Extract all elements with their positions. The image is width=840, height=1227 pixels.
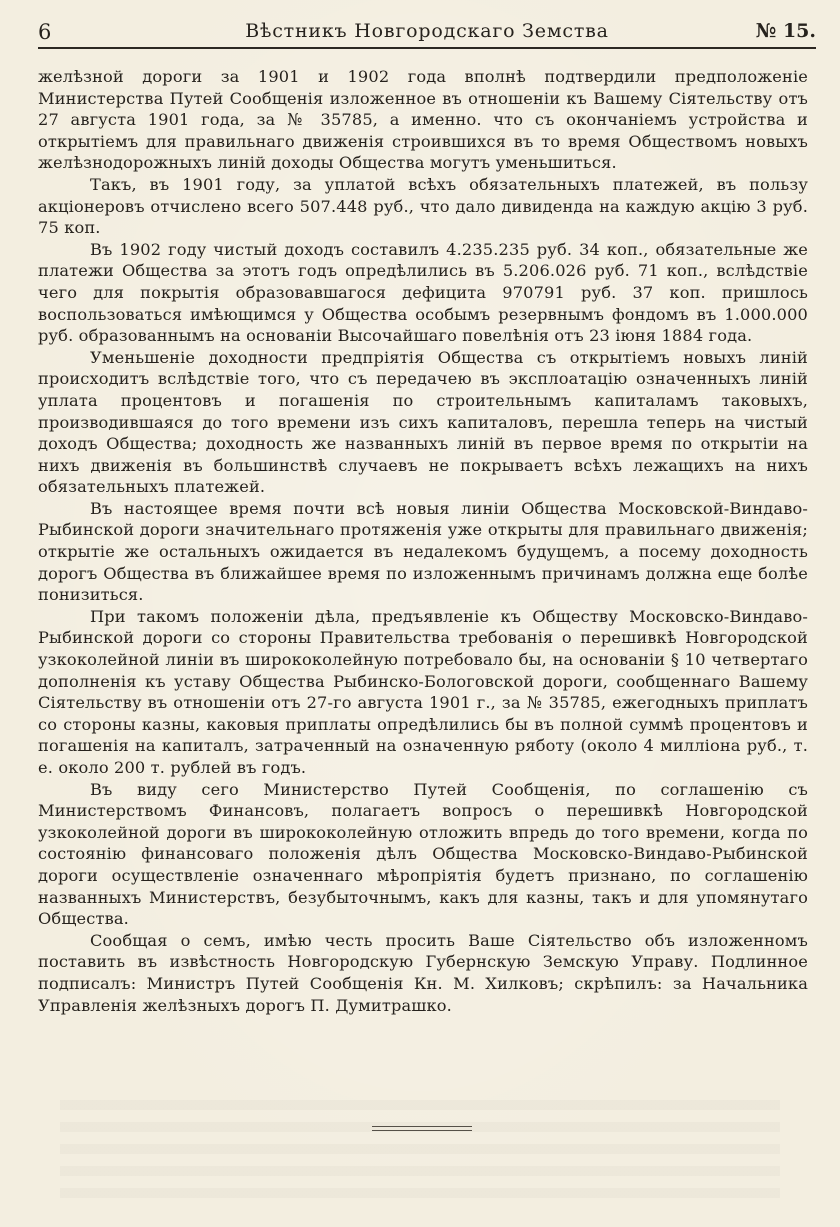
page-header xyxy=(38,18,816,48)
show-through-texture xyxy=(60,1100,780,1210)
paragraph-4: Уменьшеніе доходности предпріятія Общества съ открытіемъ новыхъ линій происходитъ вслѣдствіе того, что съ передачею въ эксплоатацію означенныхъ линій уплата процентовъ и погашенія по строительнымъ капиталамъ таковыхъ, производившаяся до того времени изъ сихъ капиталовъ, перешла теперь на чистый доходъ Общества; доходность же названныхъ линій въ первое время по открытіи на нихъ движенія въ большинствѣ случаевъ не покрываетъ всѣхъ лежащихъ на нихъ обязательныхъ платежей. xyxy=(38,347,808,497)
paragraph-1: желѣзной дороги за 1901 и 1902 года вполнѣ подтвердили предположеніе Министерства Путей Сообщенія изложенное въ отношеніи къ Вашему Сіятельству отъ 27 августа 1901 года, за № 35785, а именно. что съ окончаніемъ устройства и открытіемъ для правильнаго движенія строившихся въ то время Обществомъ новыхъ желѣзнодорожныхъ линій доходы Общества могутъ уменьшиться. xyxy=(38,67,808,173)
article-body xyxy=(38,66,808,1016)
paragraph-5: Въ настоящее время почти всѣ новыя линіи Общества Московской-Виндаво-Рыбинской дороги значительнаго протяженія уже открыты для правильнаго движенія; открытіе же остальныхъ ожидается въ недалекомъ будущемъ, а посему доходность дорогъ Общества въ ближайшее время по изложеннымъ причинамъ должна еще болѣе понизиться. xyxy=(38,498,808,605)
journal-title: Вѣстникъ Новгородскаго Земства xyxy=(245,20,609,42)
page-number: 6 xyxy=(38,20,52,44)
paragraph-3: Въ 1902 году чистый доходъ составилъ 4.235.235 руб. 34 коп., обязательные же платежи Общества за этотъ годъ опредѣлились въ 5.206.026 руб. 71 коп., вслѣдствіе чего для покрытія образовавшагося дефицита 970791 руб. 37 коп. пришлось воспользоваться имѣющимся у Общества особымъ резервнымъ фондомъ въ 1.000.000 руб. образованнымъ на основаніи Высочайшаго повелѣнія отъ 23 іюня 1884 года. xyxy=(38,239,808,346)
end-rule-top xyxy=(372,1126,472,1127)
paragraph-7: Въ виду сего Министерство Путей Сообщенія, по соглашенію съ Министерствомъ Финансовъ, полагаетъ вопросъ о перешивкѣ Новгородской узкоколейной дороги въ ширококолейную отложить впредь до того времени, когда по состоянію финансоваго положенія дѣлъ Общества Московско-Виндаво-Рыбинской дороги осуществленіе означеннаго мѣропріятія будетъ признано, по соглашенію названныхъ Министерствъ, безубыточнымъ, какъ для казны, такъ и для упомянутаго Общества. xyxy=(38,779,808,929)
header-rule xyxy=(38,47,816,49)
issue-number: № 15. xyxy=(755,20,816,42)
end-rule-bottom xyxy=(372,1130,472,1131)
paragraph-8: Сообщая о семъ, имѣю честь просить Ваше Сіятельство объ изложенномъ поставить въ извѣстность Новгородскую Губернскую Земскую Управу. Подлинное подписалъ: Министръ Путей Сообщенія Кн. М. Хилковъ; скрѣпилъ: за Начальника Управленія желѣзныхъ дорогъ П. Думитрашко. xyxy=(38,930,808,1015)
paragraph-2: Такъ, въ 1901 году, за уплатой всѣхъ обязательныхъ платежей, въ пользу акціонеровъ отчислено всего 507.448 руб., что дало дивиденда на каждую акцію 3 руб. 75 коп. xyxy=(38,174,808,238)
paragraph-6: При такомъ положеніи дѣла, предъявленіе къ Обществу Московско-Виндаво-Рыбинской дороги со стороны Правительства требованія о перешивкѣ Новгородской узкоколейной линіи въ ширококолейную потребовало бы, на основаніи § 10 четвертаго дополненія къ уставу Общества Рыбинско-Бологовской дороги, сообщеннаго Вашему Сіятельству въ отношеніи отъ 27-го августа 1901 г., за № 35785, ежегодныхъ приплатъ со стороны казны, каковыя приплаты опредѣлились бы въ полной суммѣ процентовъ и погашенія на капиталъ, затраченный на означенную ряботу (около 4 милліона руб., т. е. около 200 т. рублей въ годъ. xyxy=(38,606,808,777)
